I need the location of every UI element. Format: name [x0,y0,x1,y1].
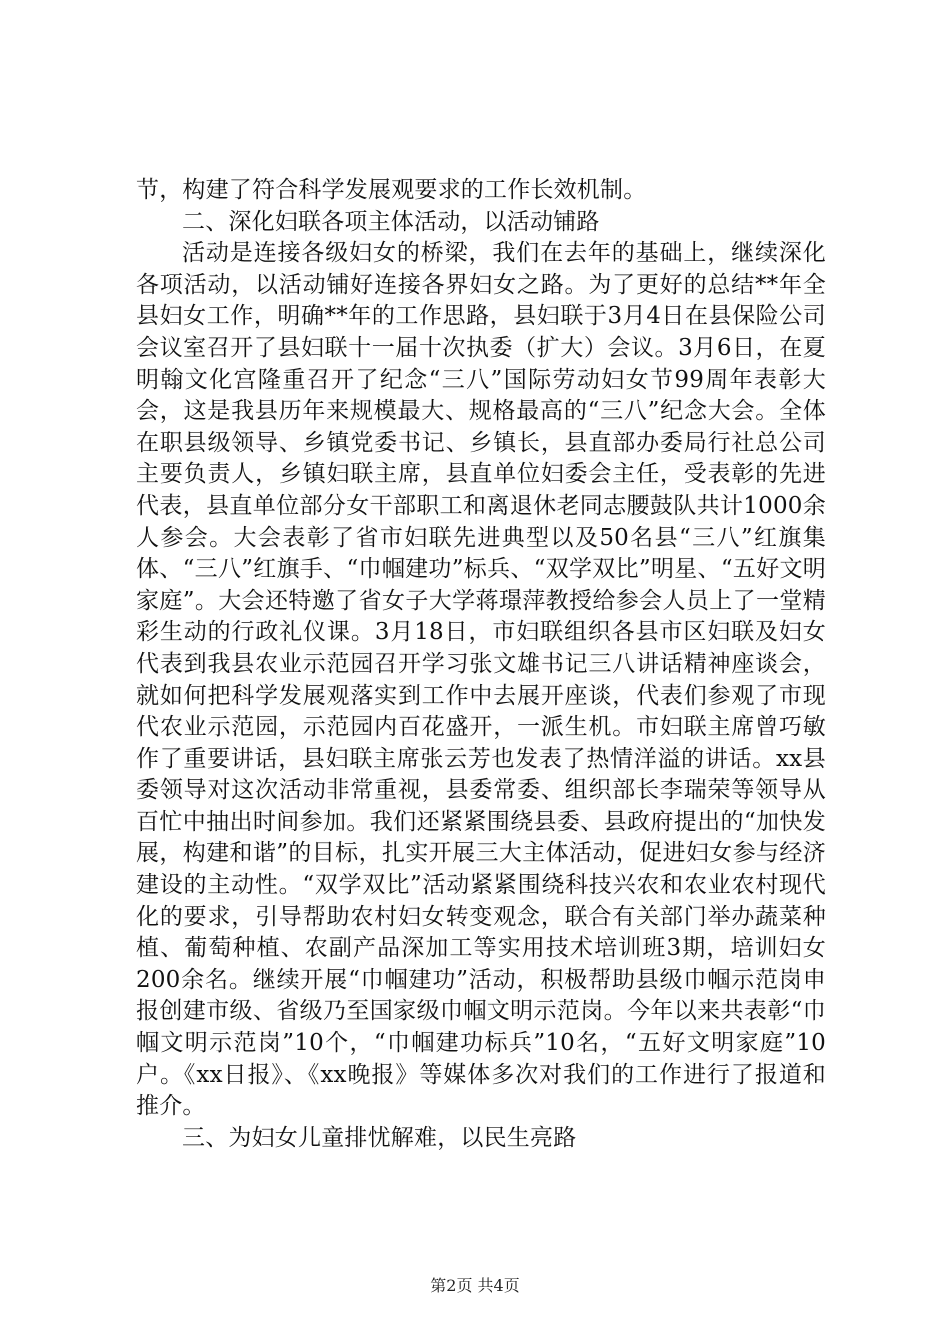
page-footer: 第2页 共4页 [430,1276,520,1295]
paragraph-activities: 活动是连接各级妇女的桥梁，我们在去年的基础上，继续深化各项活动，以活动铺好连接各界妇女之路。为了更好的总结**年全县妇女工作，明确**年的工作思路，县妇联于3月4日在县保险公司会议室召开了县妇联十一届十次执委（扩大）会议。3月6日，在夏明翰文化宫隆重召开了纪念“三八”国际劳动妇女节99周年表彰大会，这是我县历年来规模最大、规格最高的“三八”纪念大会。全体在职县级领导、乡镇党委书记、乡镇长，县直部办委局行社总公司主要负责人，乡镇妇联主席，县直单位妇委会主任，受表彰的先进代表，县直单位部分女干部职工和离退休老同志腰鼓队共计1000余人参会。大会表彰了省市妇联先进典型以及50名县“三八”红旗集体、“三八”红旗手、“巾帼建功”标兵、“双学双比”明星、“五好文明家庭”。大会还特邀了省女子大学蒋璟萍教授给参会人员上了一堂精彩生动的行政礼仪课。3月18日，市妇联组织各县市区妇联及妇女代表到我县农业示范园召开学习张文雄书记三八讲话精神座谈会，就如何把科学发展观落实到工作中去展开座谈，代表们参观了市现代农业示范园，示范园内百花盛开，一派生机。市妇联主席曾巧敏作了重要讲话，县妇联主席张云芳也发表了热情洋溢的讲话。xx县委领导对这次活动非常重视，县委常委、组织部长李瑞荣等领导从百忙中抽出时间参加。我们还紧紧围绕县委、县政府提出的“加快发展，构建和谐”的目标，扎实开展三大主体活动，促进妇女参与经济建设的主动性。“双学双比”活动紧紧围绕科技兴农和农业农村现代化的要求，引导帮助农村妇女转变观念，联合有关部门举办蔬菜种植、葡萄种植、农副产品深加工等实用技术培训班3期，培训妇女200余名。继续开展“巾帼建功”活动，积极帮助县级巾帼示范岗申报创建市级、省级乃至国家级巾帼文明示范岗。今年以来共表彰“巾帼文明示范岗”10个，“巾帼建功标兵”10名，“五好文明家庭”10户。《xx日报》、《xx晚报》等媒体多次对我们的工作进行了报道和推介。 [136,240,826,1120]
document-body [136,175,826,1154]
paragraph-continuation: 节，构建了符合科学发展观要求的工作长效机制。 [136,177,647,203]
section-heading-2: 二、深化妇联各项主体活动，以活动铺路 [182,208,600,235]
section-heading-3: 三、为妇女儿童排忧解难，以民生亮路 [182,1124,577,1151]
